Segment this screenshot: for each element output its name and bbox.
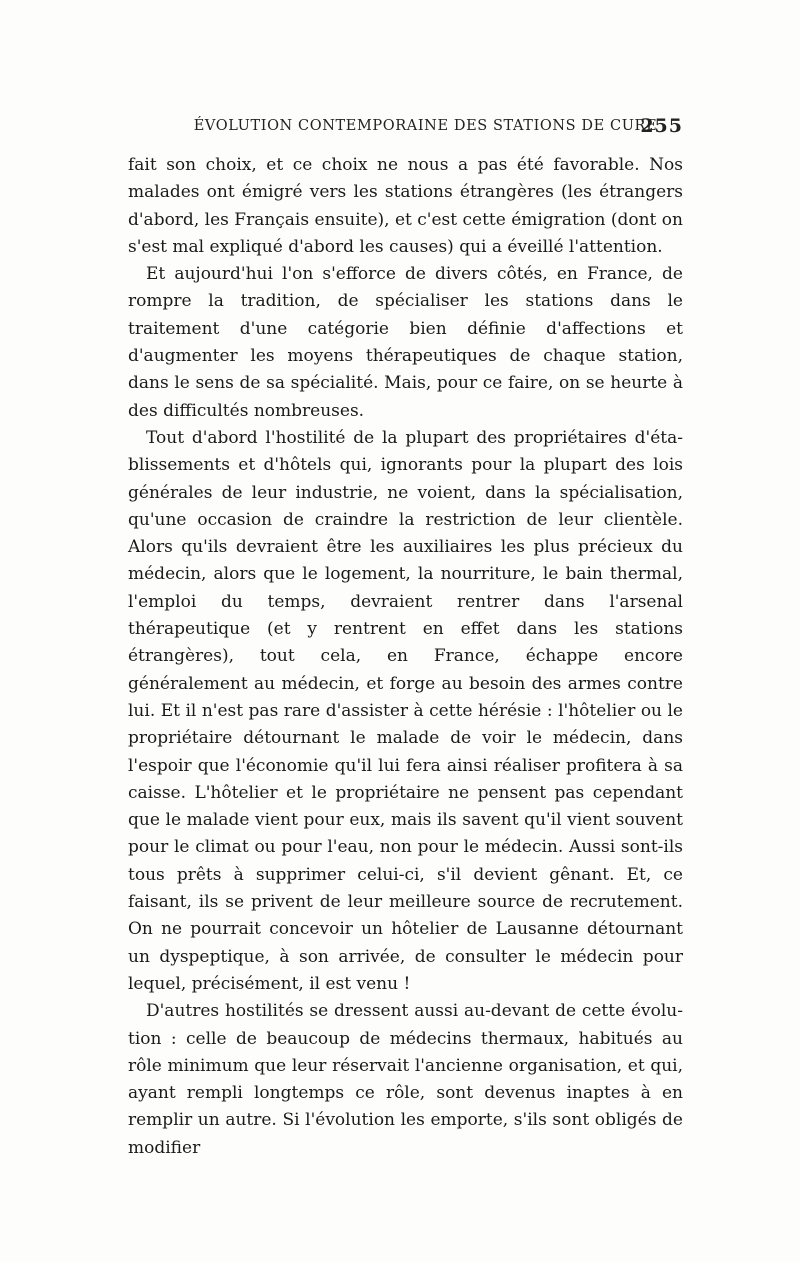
running-head: [128, 115, 683, 144]
page-number: 255: [640, 115, 683, 137]
body-text: [128, 152, 683, 1162]
book-page: [128, 115, 683, 1162]
paragraph-continued: fait son choix, et ce choix ne nous a pas été favorable. Nos malades ont émigré vers les stations étrangères (les étrangers d'abord, les Français ensuite), et c'est cette émigration (dont on s'est mal expliqué d'abord les causes) qui a éveillé l'attention.: [128, 155, 683, 257]
paragraph: Tout d'abord l'hostilité de la plupart des propriétaires d'établissements et d'hôtels qui, ignorants pour la plupart des lois générales de leur industrie, ne voient, dans la spécialisation, qu'une occasion de craindre la restriction de leur clientèle. Alors qu'ils devraient être les auxiliaires les plus précieux du médecin, alors que le logement, la nourriture, le bain thermal, l'emploi du temps, devraient rentrer dans l'arsenal thérapeutique (et y rentrent en effet dans les stations étrangères), tout cela, en France, échappe encore généralement au médecin, et forge au besoin des armes contre lui. Et il n'est pas rare d'assister à cette hérésie : l'hôtelier ou le propriétaire détournant le malade de voir le médecin, dans l'espoir que l'économie qu'il lui fera ainsi réaliser profitera à sa caisse. L'hôtelier et le propriétaire ne pensent pas cependant que le malade vient pour eux, mais ils savent qu'il vient souvent pour le climat ou pour l'eau, non pour le médecin. Aussi sont-ils tous prêts à supprimer celui-ci, s'il devient gênant. Et, ce faisant, ils se privent de leur meilleure source de recrutement. On ne pourrait concevoir un hôtelier de Lausanne détournant un dyspeptique, à son arrivée, de consulter le médecin pour lequel, précisément, il est venu !: [128, 427, 683, 994]
paragraph: Et aujourd'hui l'on s'efforce de divers côtés, en France, de rompre la tradition, de spécialiser les stations dans le traitement d'une catégorie bien définie d'affections et d'augmenter les moyens thérapeutiques de chaque station, dans le sens de sa spécialité. Mais, pour ce faire, on se heurte à des difficultés nombreuses.: [128, 264, 683, 421]
running-title: ÉVOLUTION CONTEMPORAINE DES STATIONS DE CURE: [193, 118, 658, 134]
paragraph: D'autres hostilités se dressent aussi au-devant de cette évolution : celle de beaucoup de médecins thermaux, habitués au rôle minimum que leur réservait l'ancienne organisation, et qui, ayant rempli longtemps ce rôle, sont devenus inaptes à en remplir un autre. Si l'évolution les emporte, s'ils sont obligés de modifier: [128, 1001, 683, 1158]
